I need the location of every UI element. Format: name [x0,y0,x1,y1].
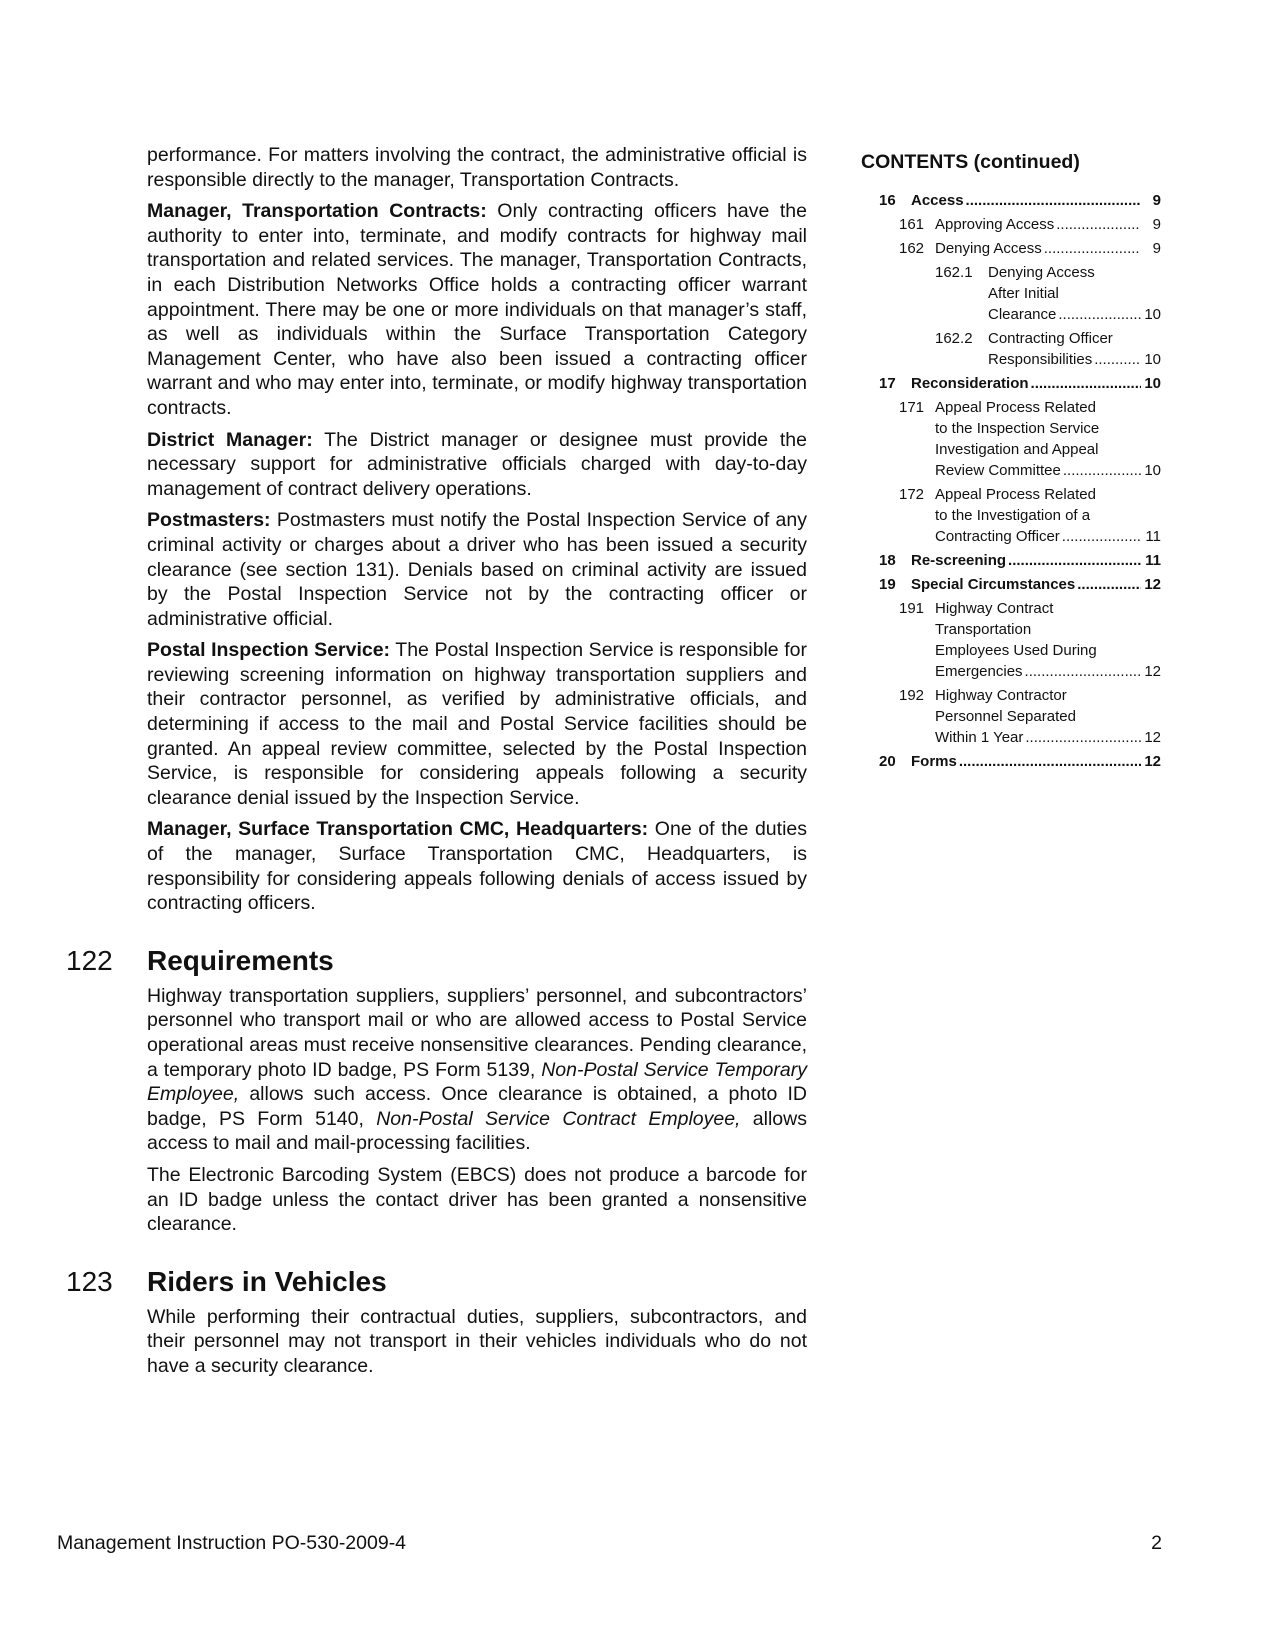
paragraph-intro: performance. For matters involving the contract, the administrative official is responsible directly to the manager, Transportation Contracts. [147,144,807,191]
table-of-contents [861,150,1161,775]
toc-entry-17[interactable]: 17 Reconsideration ..... 10 [861,373,1161,394]
footer-document-title: Management Instruction PO-530-2009-4 [57,1532,407,1554]
section-number: 123 [66,1265,113,1297]
page-footer [57,1532,1162,1555]
paragraph-requirements: Highway transportation suppliers, suppliers’ personnel, and subcontractors’ personnel who transport mail or who are allowed access to Postal Service operational areas must receive nonsensitive clearances. Pending clearance, a temporary photo ID badge, PS Form 5139, Non-Postal Service Temporary Employee, allows such access. Once clearance is obtained, a photo ID badge, PS Form 5140, Non-Postal Service Contract Employee, allows access to mail and mail-processing facilities. [147,984,807,1155]
paragraph-manager-transportation-contracts: Manager, Transportation Contracts: Only contracting officers have the authority to enter into, terminate, and modify contracts for highway mail transportation and related services. The manager, Transportation Contracts, in each Distribution Networks Office holds a contracting officer warrant appointment. There may be one or more individuals on that manager’s staff, as well as individuals within the Surface Transportation Category Management Center, who have also been issued a contracting officer warrant and who may enter into, terminate, or modify highway transportation contracts. [147,200,807,419]
toc-entry-162-1[interactable]: 162.1 Denying Access After Initial Clearance ..... 10 [861,262,1161,325]
paragraph-ebcs: The Electronic Barcoding System (EBCS) does not produce a barcode for an ID badge unless the contact driver has been granted a nonsensitive clearance. [147,1163,807,1236]
paragraph-postmasters: Postmasters: Postmasters must notify the Postal Inspection Service of any criminal activity or charges about a driver who has been issued a security clearance (see section 131). Denials based on criminal activity are issued by the Postal Inspection Service not by the contracting officer or administrative official. [147,509,807,630]
paragraph-district-manager: District Manager: The District manager or designee must provide the necessary support for administrative officials charged with day-to-day management of contract delivery operations. [147,428,807,500]
toc-entry-171[interactable]: 171 Appeal Process Related to the Inspection Service Investigation and Appeal Review Committee ..... 10 [861,397,1161,481]
section-title: Requirements [147,944,334,976]
toc-entry-18[interactable]: 18 Re-screening ..... 11 [861,550,1161,571]
page-number: 2 [1151,1532,1162,1554]
section-123 [66,1265,807,1379]
toc-entry-19[interactable]: 19 Special Circumstances ..... 12 [861,574,1161,595]
toc-entry-16[interactable]: 16 Access ..... 9 [861,190,1161,211]
toc-heading: CONTENTS (continued) [861,151,1080,173]
toc-entry-162[interactable]: 162 Denying Access ..... 9 [861,238,1161,259]
term: Postmasters: [147,509,271,532]
toc-entry-172[interactable]: 172 Appeal Process Related to the Investigation of a Contracting Officer ..... 11 [861,484,1161,547]
paragraph-postal-inspection-service: Postal Inspection Service: The Postal Inspection Service is responsible for reviewing screening information on highway transportation suppliers and their contractor personnel, as verified by administrative officials, and determining if access to the mail and Postal Service facilities should be granted. An appeal review committee, selected by the Postal Inspection Service, is responsible for considering appeals following a security clearance denial issued by the Inspection Service. [147,639,807,809]
paragraph-surface-transportation-cmc: Manager, Surface Transportation CMC, Headquarters: One of the duties of the manager, Surface Transportation CMC, Headquarters, is responsibility for considering appeals following denials of access issued by contracting officers. [147,818,807,915]
toc-entry-20[interactable]: 20 Forms ..... 12 [861,751,1161,772]
main-column [66,143,807,1386]
toc-entry-192[interactable]: 192 Highway Contractor Personnel Separated Within 1 Year ..... 12 [861,685,1161,748]
section-title: Riders in Vehicles [147,1265,387,1297]
toc-entry-161[interactable]: 161 Approving Access ..... 9 [861,214,1161,235]
term: Manager, Surface Transportation CMC, Headquarters: [147,818,649,841]
term: Postal Inspection Service: [147,639,391,662]
term: Manager, Transportation Contracts: [147,200,487,223]
toc-entry-191[interactable]: 191 Highway Contract Transportation Employees Used During Emergencies ..... 12 [861,598,1161,682]
paragraph-riders: While performing their contractual duties, suppliers, subcontractors, and their personnel may not transport in their vehicles individuals who do not have a security clearance. [147,1305,807,1377]
toc-entry-162-2[interactable]: 162.2 Contracting Officer Responsibilities ..... 10 [861,328,1161,370]
section-122 [66,944,807,1237]
section-number: 122 [66,944,113,976]
term: District Manager: [147,428,313,451]
